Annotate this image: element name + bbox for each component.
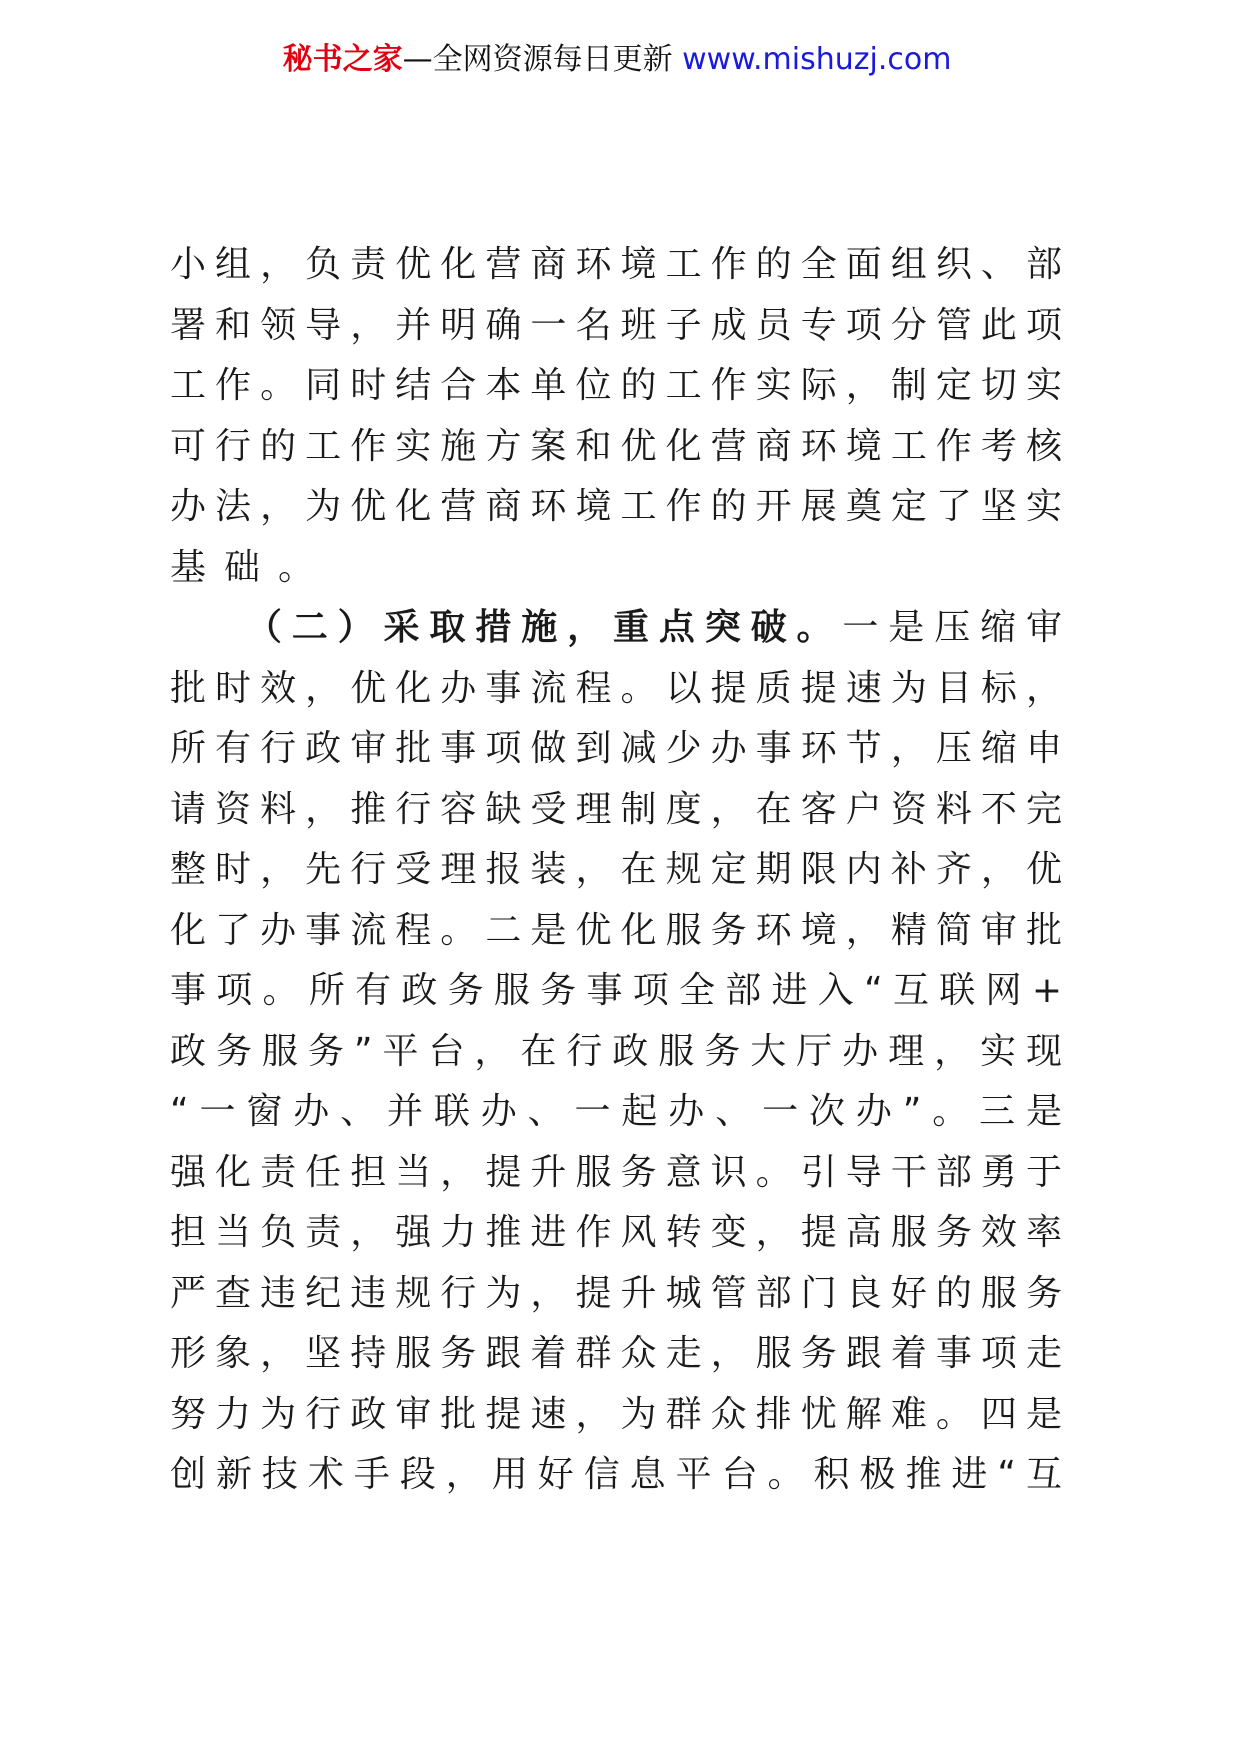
text-line: 政务服务”平台，在行政服务大厅办理，实现: [170, 1030, 1062, 1072]
text-line: 形象，坚持服务跟着群众走，服务跟着事项走: [170, 1333, 1062, 1374]
text-line: 强化责任担当，提升服务意识。引导干部勇于: [170, 1151, 1062, 1193]
header-tagline: —全网资源每日更新: [402, 42, 683, 77]
text-line: 署和领导，并明确一名班子成员专项分管此项: [170, 304, 1062, 346]
text-line: “一窗办、并联办、一起办、一次办”。三是: [170, 1091, 1062, 1132]
text-line: 努力为行政审批提速，为群众排忧解难。四是: [170, 1393, 1062, 1435]
text-line: 事项。所有政务服务事项全部进入“互联网+: [170, 970, 1062, 1011]
text-line: 可行的工作实施方案和优化营商环境工作考核: [170, 425, 1062, 467]
text-line: 化了办事流程。二是优化服务环境，精简审批: [170, 909, 1062, 951]
text-line: 小组，负责优化营商环境工作的全面组织、部: [170, 244, 1062, 285]
website-link[interactable]: www.mishuzj.com: [682, 42, 952, 77]
text-line: 基础。: [170, 546, 333, 588]
text-line: 担当负责，强力推进作风转变，提高服务效率: [170, 1212, 1062, 1253]
text-line: 所有行政审批事项做到减少办事环节，压缩申: [170, 728, 1062, 769]
brand-name: 秘书之家: [282, 42, 403, 77]
text-line: 工作。同时结合本单位的工作实际，制定切实: [170, 365, 1062, 406]
page-header: [0, 40, 1234, 80]
text-line: 请资料，推行容缺受理制度，在客户资料不完: [170, 788, 1062, 830]
text-line: 批时效，优化办事流程。以提质提速为目标，: [170, 667, 1062, 709]
heading-line-rest: 一是压缩审: [842, 607, 1062, 648]
text-line: 整时，先行受理报装，在规定期限内补齐，优: [170, 849, 1062, 890]
section-heading: （二）采取措施，重点突破。: [236, 607, 843, 648]
section-heading-line: [170, 598, 1062, 659]
text-line: 办法，为优化营商环境工作的开展奠定了坚实: [170, 486, 1062, 527]
text-line: 创新技术手段，用好信息平台。积极推进“互: [170, 1454, 1062, 1495]
text-line: 严查违纪违规行为，提升城管部门良好的服务: [170, 1272, 1062, 1314]
document-body: [170, 235, 1062, 1506]
